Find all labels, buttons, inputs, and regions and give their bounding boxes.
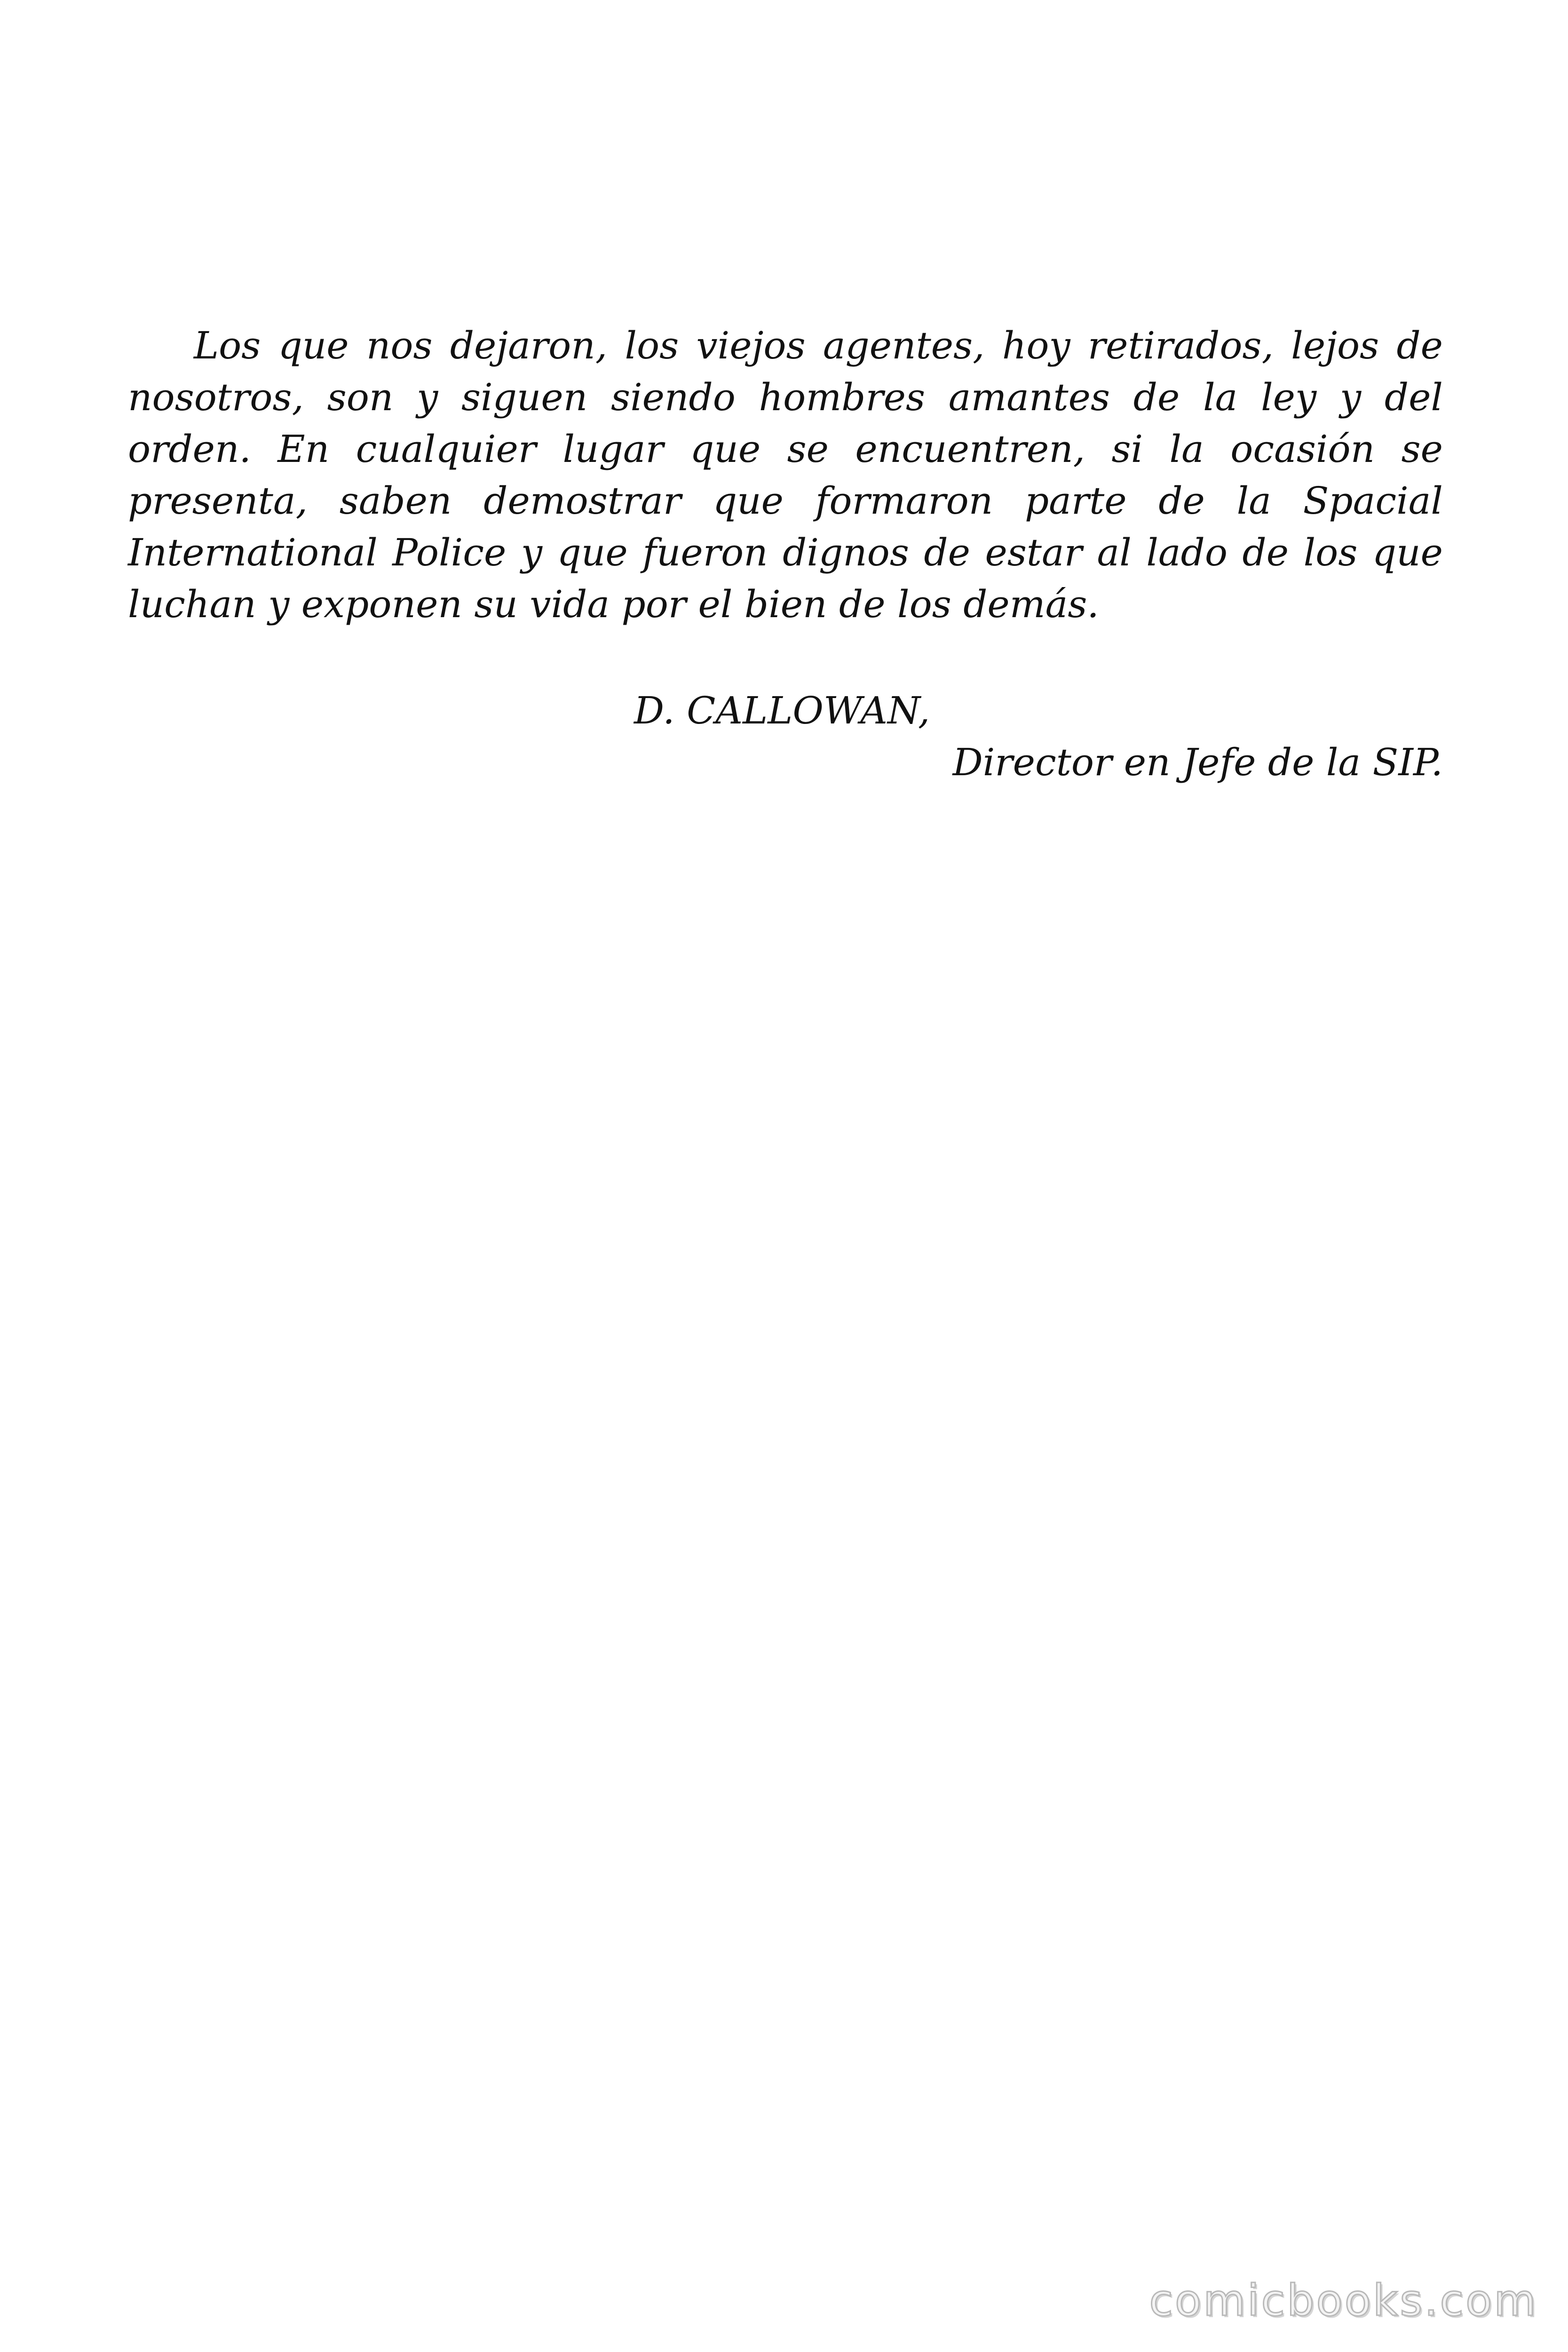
watermark: comicbooks.com [1149,2275,1538,2326]
signature-title: Director en Jefe de la SIP. [952,740,1443,784]
text-block [128,320,1443,630]
body-paragraph: Los que nos dejaron, los viejos agentes, hoy retirados, lejos de nosotros, son y siguen siendo hombres amantes de la ley y del orden. En cualquier lugar que se encuentren, si la ocasión se presenta, saben demostrar que formaron parte de la Spacial International Police y que fueron dignos de estar al lado de los que luchan y exponen su vida por el bien de los demás. [128,324,1443,626]
signature-name: D. CALLOWAN, [634,689,930,732]
